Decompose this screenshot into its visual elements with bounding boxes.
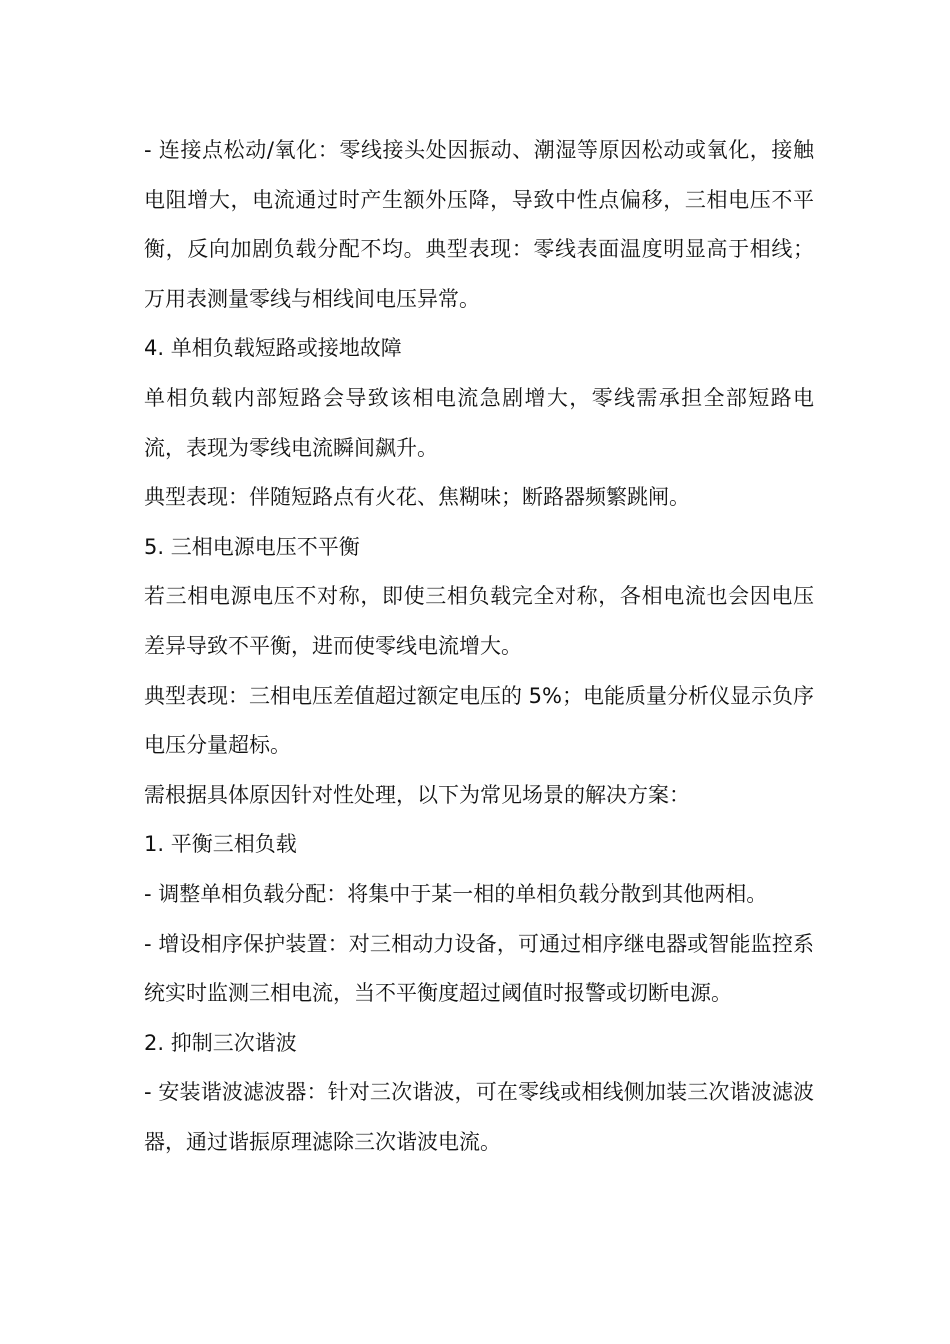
paragraph-adjust-load: - 调整单相负载分配：将集中于某一相的单相负载分散到其他两相。 — [144, 881, 768, 906]
paragraph-short-circuit-desc: 单相负载内部短路会导致该相电流急剧增大，零线需承担全部短路电流，表现为零线电流瞬间飙升。 — [144, 385, 814, 460]
heading-suppress-harmonics: 2. 抑制三次谐波 — [144, 1030, 297, 1055]
paragraph-voltage-imbalance-symptom: 典型表现：三相电压差值超过额定电压的 5%；电能质量分析仪显示负序电压分量超标。 — [144, 683, 814, 758]
paragraph-solutions-intro: 需根据具体原因针对性处理，以下为常见场景的解决方案： — [144, 782, 690, 807]
paragraph-short-circuit-symptom: 典型表现：伴随短路点有火花、焦糊味；断路器频繁跳闸。 — [144, 485, 690, 510]
paragraph-phase-protection: - 增设相序保护装置：对三相动力设备，可通过相序继电器或智能监控系统实时监测三相电流，当不平衡度超过阈值时报警或切断电源。 — [144, 931, 814, 1006]
heading-voltage-imbalance: 5. 三相电源电压不平衡 — [144, 534, 360, 559]
paragraph-harmonic-filter: - 安装谐波滤波器：针对三次谐波，可在零线或相线侧加装三次谐波滤波器，通过谐振原理滤除三次谐波电流。 — [144, 1080, 814, 1154]
paragraph-loose-connection: - 连接点松动/氧化：零线接头处因振动、潮湿等原因松动或氧化，接触电阻增大，电流通过时产生额外压降，导致中性点偏移，三相电压不平衡，反向加剧负载分配不均。典型表现：零线表面温度明显高于相线；万用表测量零线与相线间电压异常。 — [144, 138, 814, 311]
document-body — [144, 126, 814, 1167]
paragraph-voltage-imbalance-desc: 若三相电源电压不对称，即使三相负载完全对称，各相电流也会因电压差异导致不平衡，进而使零线电流增大。 — [144, 584, 814, 658]
heading-short-circuit: 4. 单相负载短路或接地故障 — [144, 336, 402, 361]
heading-balance-load: 1. 平衡三相负载 — [144, 832, 297, 857]
